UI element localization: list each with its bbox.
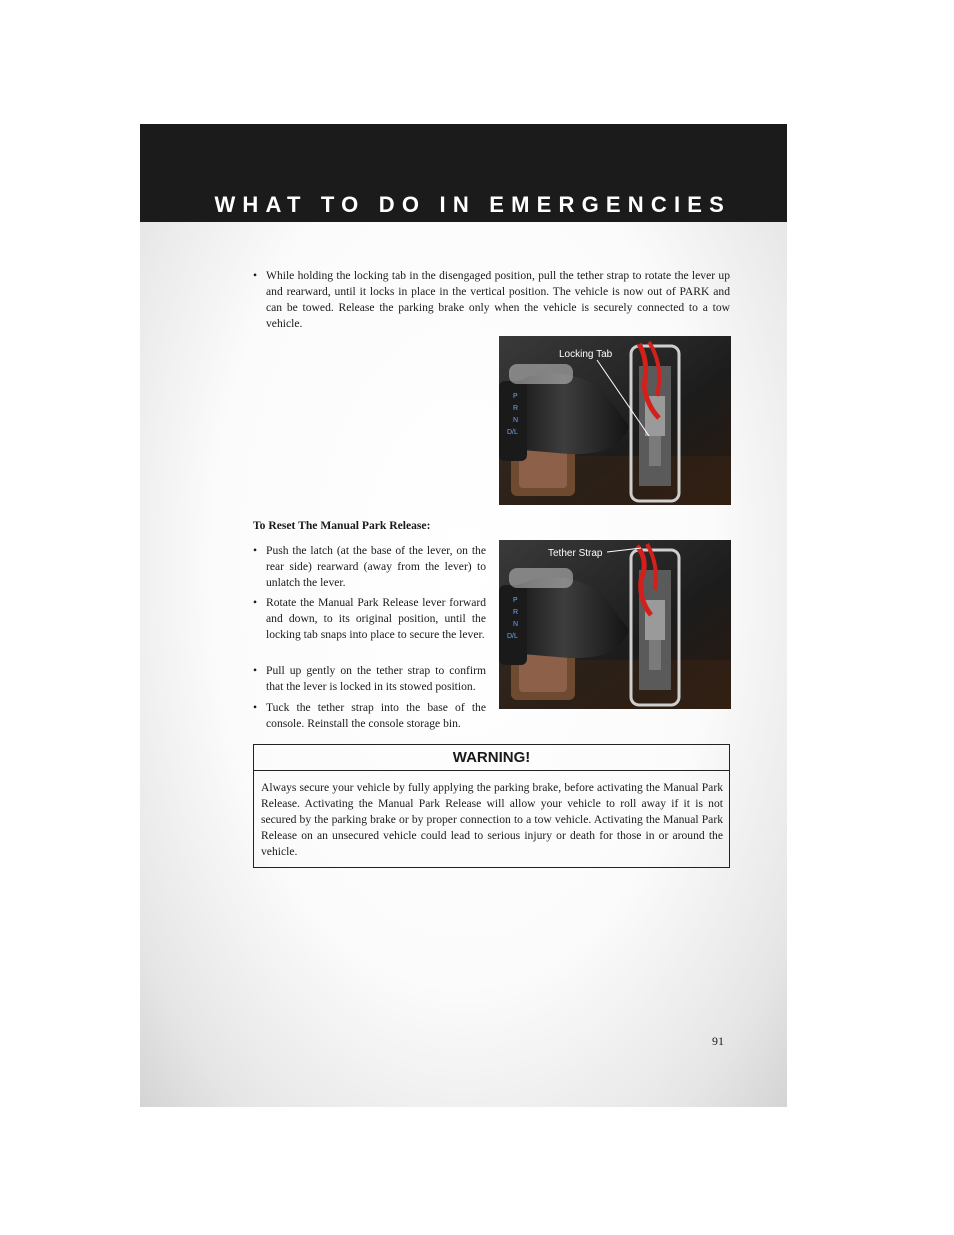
bullet-icon: •: [253, 596, 258, 609]
section-title: WHAT TO DO IN EMERGENCIES: [214, 192, 731, 217]
gear-label-dl: D/L: [507, 633, 518, 640]
warning-body: Always secure your vehicle by fully applying the parking brake, before activating the Manual Park Release. Activating the Manual Park Release will allow your vehicle to roll away if it is not secured by the parking brake or by proper connection to a tow vehicle. Activating the Manual Park Release on an unsecured vehicle could lead to serious injury or death for those in or around the vehicle.: [261, 781, 723, 858]
reset-bullet-text: Tuck the tether strap into the base of the console. Reinstall the console storage bin.: [266, 701, 486, 730]
gear-label-p: P: [513, 597, 518, 604]
locking-tab-photo: [499, 336, 731, 505]
bullet-icon: •: [253, 664, 258, 677]
tether-strap-photo: [499, 540, 731, 709]
gear-label-dl: D/L: [507, 429, 518, 436]
reset-bullet-4: [253, 700, 486, 732]
reset-bullet-text: Pull up gently on the tether strap to confirm that the lever is locked in its stowed position.: [266, 664, 486, 693]
intro-bullet-text: While holding the locking tab in the disengaged position, pull the tether strap to rotate the lever up and rearward, until it locks in place in the vertical position. The vehicle is now out of PARK and can be towed. Release the parking brake only when the vehicle is securely connected to a tow vehicle.: [266, 269, 730, 330]
gear-label-n: N: [513, 417, 519, 424]
reset-bullet-2: [253, 595, 486, 643]
reset-bullet-3: [253, 663, 486, 695]
bullet-icon: •: [253, 544, 258, 557]
warning-title: WARNING!: [254, 745, 729, 771]
tether-strap-label: Tether Strap: [548, 548, 603, 559]
reset-heading: To Reset The Manual Park Release:: [253, 519, 431, 532]
gear-label-p: P: [513, 393, 518, 400]
locking-tab-label: Locking Tab: [559, 349, 613, 360]
bullet-icon: •: [253, 269, 258, 282]
reset-bullet-1: [253, 543, 486, 591]
gear-label-n: N: [513, 621, 519, 628]
reset-bullet-text: Push the latch (at the base of the lever, on the rear side) rearward (away from the lever) to unlatch the lever.: [266, 544, 486, 589]
gear-label-r: R: [513, 609, 519, 616]
page-number: 91: [712, 1034, 724, 1048]
intro-bullet: [253, 268, 730, 332]
gear-label-r: R: [513, 405, 519, 412]
bullet-icon: •: [253, 701, 258, 714]
warning-box: [253, 744, 730, 868]
section-header: [140, 124, 787, 222]
reset-bullet-text: Rotate the Manual Park Release lever forward and down, to its original position, until the locking tab snaps into place to secure the lever.: [266, 596, 486, 641]
